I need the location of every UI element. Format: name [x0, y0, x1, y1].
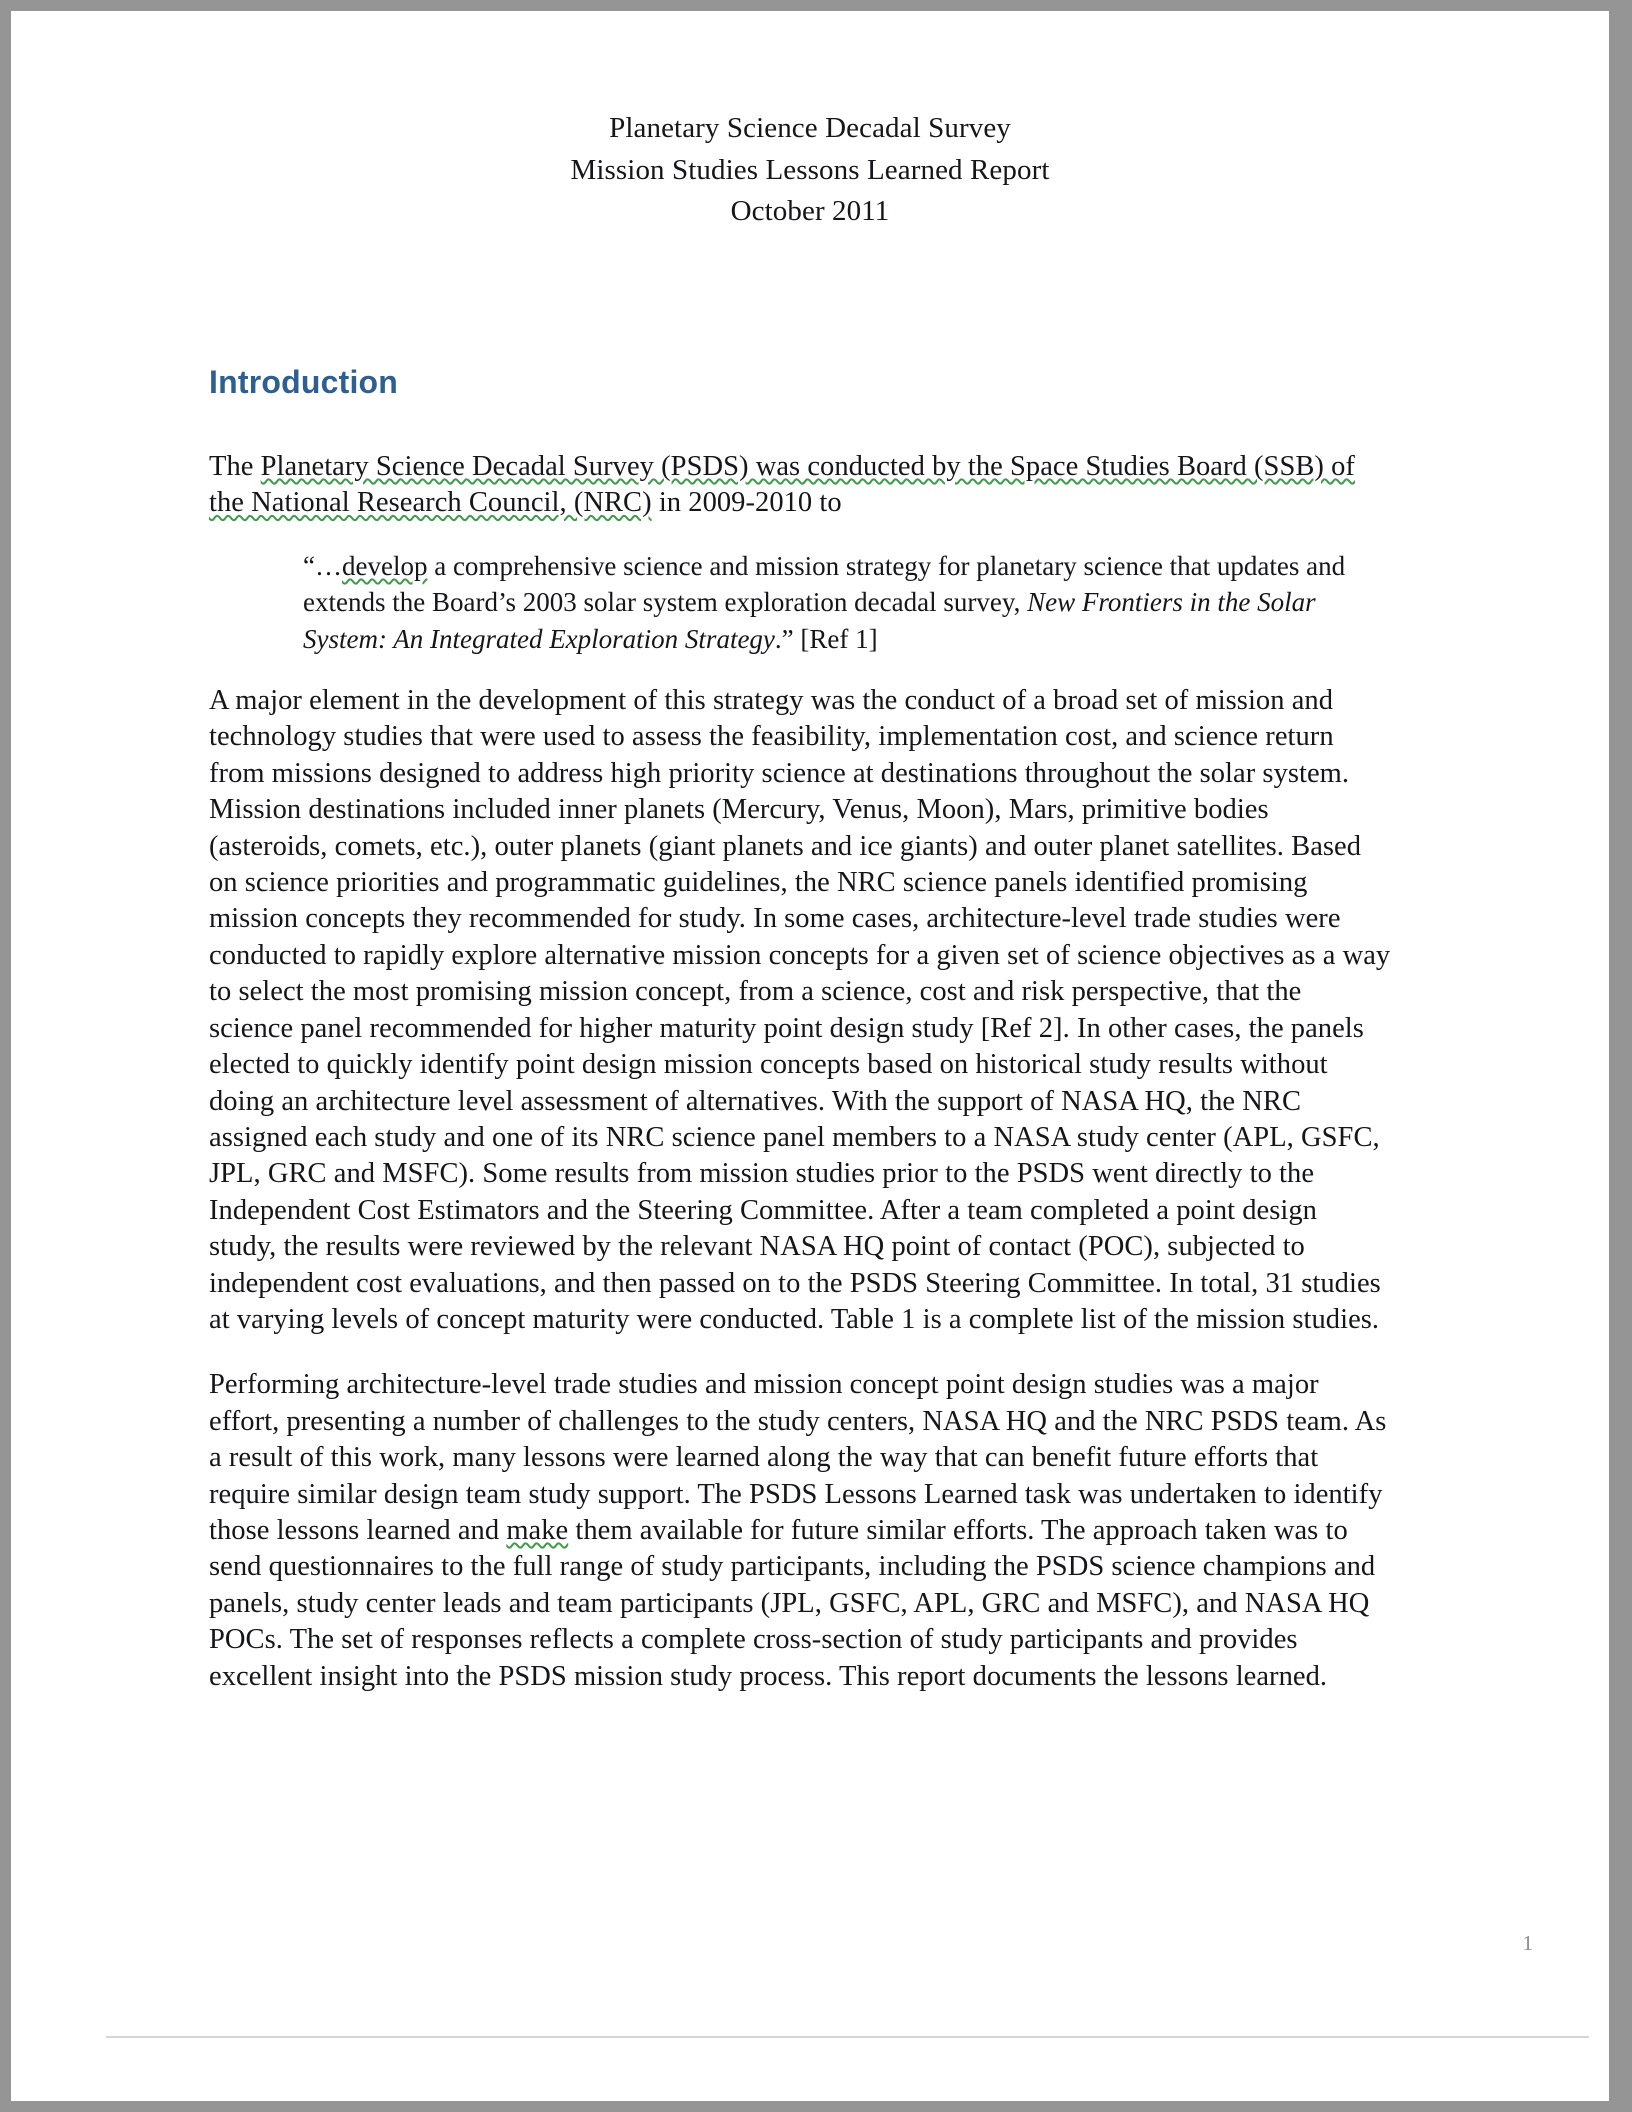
footer-divider	[106, 2036, 1589, 2038]
block-quote-decadal-charge	[209, 548, 1391, 657]
paragraph-mission-studies-overview: A major element in the development of this strategy was the conduct of a broad set of mission and technology studies that were used to assess the feasibility, implementation cost, and science return from missions designed to address high priority science at destinations throughout the solar system. Mission destinations included inner planets (Mercury, Venus, Moon), Mars, primitive bodies (asteroids, comets, etc.), outer planets (giant planets and ice giants) and outer planet satellites. Based on science priorities and programmatic guidelines, the NRC science panels identified promising mission concepts they recommended for study. In some cases, architecture-level trade studies were conducted to rapidly explore alternative mission concepts for a given set of science objectives as a way to select the most promising mission concept, from a science, cost and risk perspective, that the science panel recommended for higher maturity point design study [Ref 2]. In other cases, the panels elected to quickly identify point design mission concepts based on historical study results without doing an architecture level assessment of alternatives. With the support of NASA HQ, the NRC assigned each study and one of its NRC science panel members to a NASA study center (APL, GSFC, JPL, GRC and MSFC). Some results from mission studies prior to the PSDS went directly to the Independent Cost Estimators and the Steering Committee. After a team completed a point design study, the results were reviewed by the relevant NASA HQ point of contact (POC), subjected to independent cost evaluations, and then passed on to the PSDS Steering Committee. In total, 31 studies at varying levels of concept maturity were conducted. Table 1 is a complete list of the mission studies.	[209, 685, 1391, 1335]
title-line-3: October 2011	[730, 195, 890, 227]
spacer	[209, 401, 1391, 449]
page-content	[11, 11, 1609, 2101]
page-number: 1	[1522, 1931, 1533, 1955]
paragraph-lead-text: The	[209, 451, 261, 482]
quote-text-after-title: .” [Ref 1]	[774, 623, 878, 654]
document-title-block	[11, 11, 1609, 233]
paragraph3-text-after: them available for future similar efforts. The approach taken was to send questionnaires to the full range of study participants, including the PSDS science champions and panels, study center leads and team participants (JPL, GSFC, APL, GRC and MSFC), and NASA HQ POCs. The set of responses reflects a complete cross-section of study participants and provides excellent insight into the PSDS mission study process. This report documents the lessons learned.	[209, 1514, 1376, 1692]
title-line-1: Planetary Science Decadal Survey	[609, 112, 1011, 144]
quote-text-before-title: a comprehensive science and mission strategy for planetary science that updates and extends the Board’s 2003 solar system exploration decadal survey,	[303, 550, 1346, 618]
spacer	[209, 657, 1391, 683]
grammar-flagged-word-develop: develop	[341, 550, 428, 581]
spacer	[209, 1338, 1391, 1367]
grammar-flagged-word-make: make	[506, 1514, 569, 1546]
section-heading-introduction: Introduction	[209, 364, 399, 400]
grammar-flagged-phrase: Planetary Science Decadal Survey (PSDS) was conducted by the Space Studies Board (SSB) of the National Research Council, (NRC)	[209, 451, 1355, 519]
paragraph-tail-text: in 2009-2010 to	[651, 487, 842, 519]
quote-open-mark: “…	[303, 550, 342, 581]
title-line-2: Mission Studies Lessons Learned Report	[570, 153, 1050, 186]
document-page	[11, 11, 1609, 2101]
document-body	[209, 363, 1391, 1695]
spacer	[209, 522, 1391, 548]
paragraph-lessons-learned-approach	[209, 1367, 1391, 1695]
paragraph-intro-lead	[209, 449, 1391, 522]
paragraph3-text-before: Performing architecture-level trade studies and mission concept point design studies was a major effort, presenting a number of challenges to the study centers, NASA HQ and the NRC PSDS team. As a result of this work, many lessons were learned along the way that can benefit future efforts that require similar design team study support. The PSDS Lessons Learned task was undertaken to identify those lessons learned and	[209, 1369, 1387, 1546]
quote-italic-title: New Frontiers in the Solar System: An Integrated Exploration Strategy	[303, 587, 1316, 654]
